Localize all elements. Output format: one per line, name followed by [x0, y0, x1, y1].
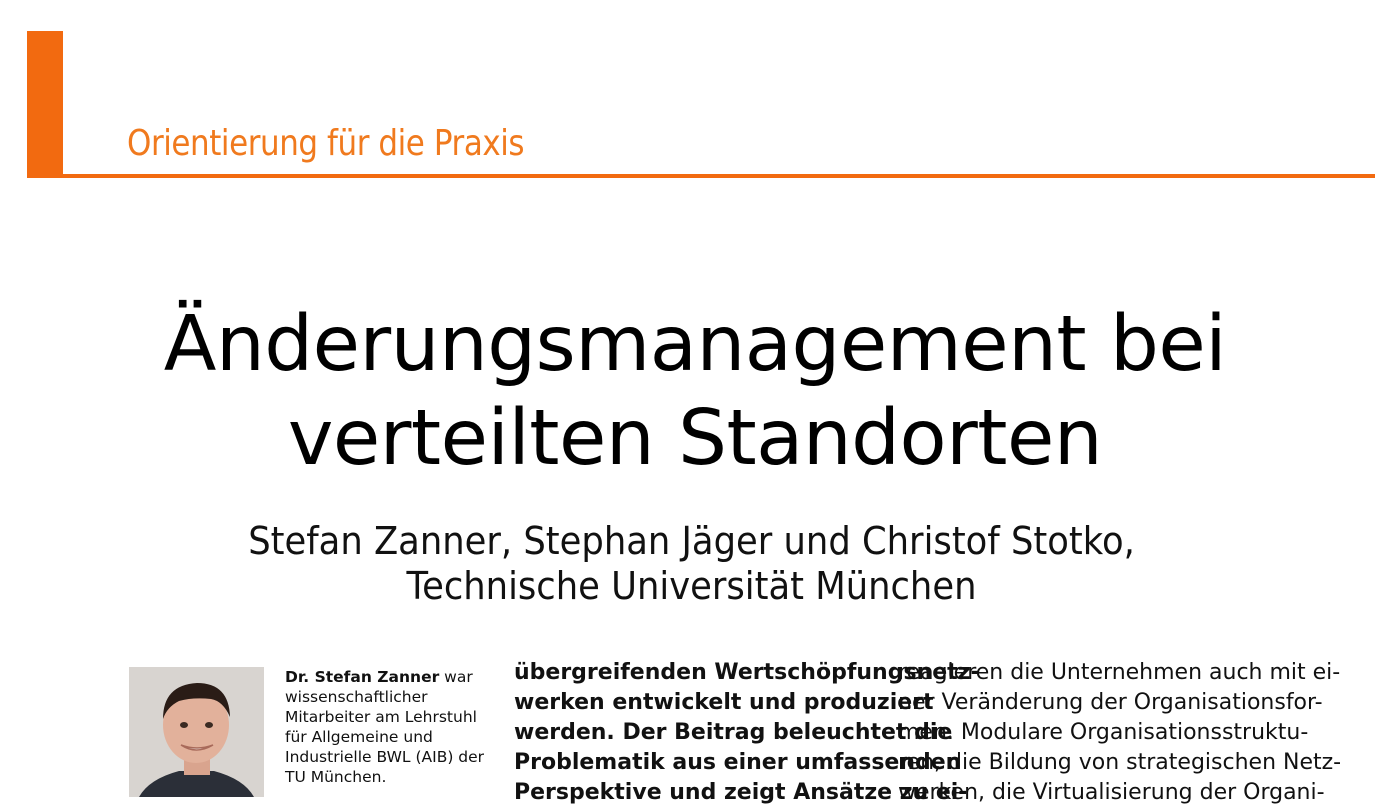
bio-name: Dr. Stefan Zanner: [285, 668, 440, 686]
article-title: [0, 298, 1390, 486]
body-column-3: [898, 658, 1342, 808]
column3-line: werken, die Virtualisierung der Organi-: [898, 780, 1325, 805]
body-column-2: [514, 658, 980, 808]
section-label: Orientierung für die Praxis: [127, 123, 525, 164]
column3-line: ner Veränderung der Organisationsfor-: [898, 690, 1323, 715]
column2-line: Perspektive und zeigt Ansätze zu ei-: [514, 780, 968, 805]
column3-line: men. Modulare Organisationsstruktu-: [898, 720, 1309, 745]
authors-line-1: Stefan Zanner, Stephan Jäger und Christof Stotko,: [248, 519, 1135, 563]
title-line-1: Änderungsmanagement bei: [163, 300, 1227, 389]
column2-line: Problematik aus einer umfassenden: [514, 750, 962, 775]
column2-line: werden. Der Beitrag beleuchtet die: [514, 720, 953, 745]
author-bio: [285, 667, 485, 787]
column3-line: reagieren die Unternehmen auch mit ei-: [898, 660, 1341, 685]
orange-accent-bar: [27, 31, 63, 178]
header-rule: [27, 174, 1375, 178]
column3-line: ren, die Bildung von strategischen Netz-: [898, 750, 1342, 775]
column2-line: werken entwickelt und produziert: [514, 690, 934, 715]
authors-line-2: Technische Universität München: [406, 564, 977, 608]
title-line-2: verteilten Standorten: [287, 394, 1103, 483]
bio-text: war wissenschaftlicher Mitarbeiter am Lehrstuhl für Allgemeine und Industrielle BWL (AIB) der TU München.: [285, 668, 485, 786]
column2-line: übergreifenden Wertschöpfungsnetz-: [514, 660, 980, 685]
author-photo: [129, 667, 264, 797]
author-line: [0, 519, 1383, 609]
